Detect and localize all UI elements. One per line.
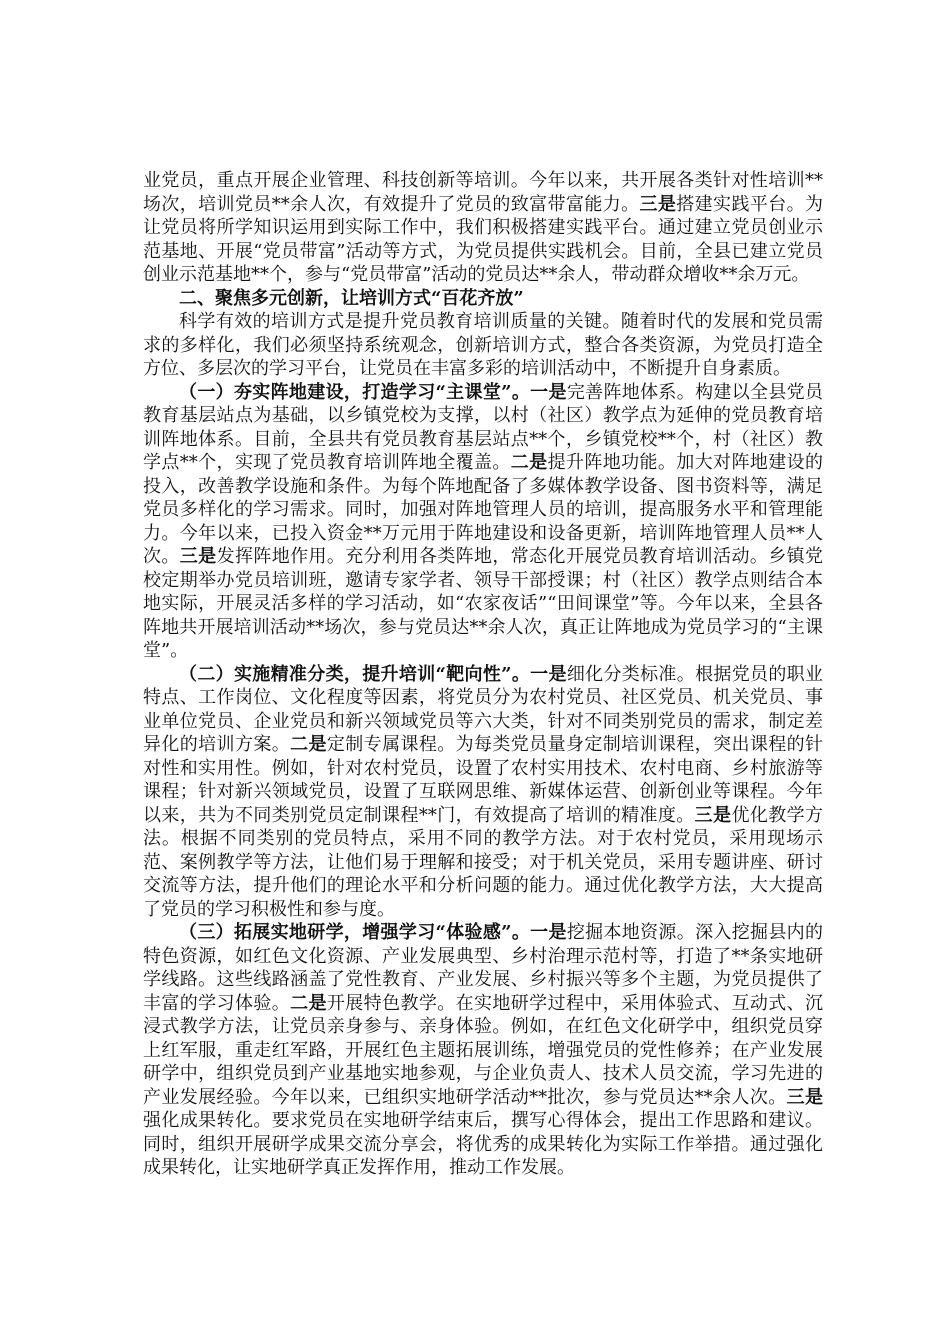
- subsection-paragraph-3: [143, 921, 823, 1180]
- paragraph-text: 完善阵地体系。构建以全县党员教育基层站点为基础，以乡镇党校为支撑，以村（社区）教学点为延伸的党员教育培训阵地体系。目前，全县共有党员教育基层站点**个，乡镇党校**个，村（社区）教学点**个，实现了党员教育培训阵地全覆盖。: [143, 381, 824, 473]
- section-heading: 二、聚焦多元创新，让培训方式“百花齐放”: [179, 287, 524, 309]
- ordinal-marker: 一是: [530, 922, 567, 943]
- paragraph-text: 优化教学方法。根据不同类别的党员特点，采用不同的教学方法。对于农村党员，采用现场示范、案例教学等方法，让他们易于理解和接受；对于机关党员，采用专题讲座、研讨交流等方法，提升他们的理论水平和分析问题的能力。通过优化教学方法，大大提高了党员的学习积极性和参与度。: [143, 804, 824, 920]
- paragraph-text: 业党员，重点开展企业管理、科技创新等培训。今年以来，共开展各类针对性培训**场次，培训党员**余人次，有效提升了党员的致富带富能力。: [143, 170, 823, 215]
- ordinal-marker: 三是: [179, 546, 217, 567]
- section-intro-paragraph: 科学有效的培训方式是提升党员教育培训质量的关键。随着时代的发展和党员需求的多样化，我们必须坚持系统观念，创新培训方式，整合各类资源，为党员打造全方位、多层次的学习平台，让党员在丰富多彩的培训活动中，不断提升自身素质。: [143, 311, 823, 379]
- subsection-heading: （二）实施精准分类，提升培训“靶向性”。: [179, 663, 531, 685]
- ordinal-marker: 二是: [510, 452, 548, 473]
- subsection-heading: （一）夯实阵地建设，打造学习“主课堂”。: [179, 381, 531, 403]
- subsection-paragraph-2: [143, 663, 823, 922]
- ordinal-marker: 二是: [290, 992, 327, 1014]
- ordinal-marker: 一是: [530, 663, 567, 685]
- paragraph-text: 强化成果转化。要求党员在实地研学结束后，撰写心得体会，提出工作思路和建议。同时，组织开展研学成果交流分享会，将优秀的成果转化为实际工作举措。通过强化成果转化，让实地研学真正发挥作用，推动工作发展。: [143, 1110, 823, 1178]
- paragraph-text: 提升阵地功能。加大对阵地建设的投入，改善教学设施和条件。为每个阵地配备了多媒体教学设备、图书资料等，满足党员多样化的学习需求。同时，加强对阵地管理人员的培训，提高服务水平和管理能力。今年以来，已投入资金**万元用于阵地建设和设备更新，培训阵地管理人员**人次。: [143, 452, 824, 567]
- paragraph-text: 发挥阵地作用。充分利用各类阵地，常态化开展党员教育培训活动。乡镇党校定期举办党员培训班，邀请专家学者、领导干部授课；村（社区）教学点则结合本地实际，开展灵活多样的学习活动，如“农家夜话”“田间课堂”等。今年以来，全县各阵地共开展培训活动**场次，参与党员达**余人次，真正让阵地成为党员学习的“主课堂”。: [143, 546, 824, 661]
- ordinal-marker: 三是: [639, 193, 677, 215]
- paragraph-continued: [143, 169, 823, 287]
- ordinal-marker: 三是: [694, 804, 732, 826]
- paragraph-text: 搭建实践平台。为让党员将所学知识运用到实际工作中，我们积极搭建实践平台。通过建立党员创业示范基地、开展“党员带富”活动等方式，为党员提供实践机会。目前，全县已建立党员创业示范基地**个，参与“党员带富”活动的党员达**余人，带动群众增收**余万元。: [143, 193, 824, 285]
- ordinal-marker: 三是: [786, 1086, 823, 1108]
- ordinal-marker: 一是: [530, 381, 567, 403]
- document-page: [143, 169, 823, 1180]
- paragraph-text: 挖掘本地资源。深入挖掘县内的特色资源，如红色文化资源、产业发展典型、乡村治理示范村等，打造了**条实地研学线路。这些线路涵盖了党性教育、产业发展、乡村振兴等多个主题，为党员提供了丰富的学习体验。: [143, 922, 824, 1014]
- subsection-heading: （三）拓展实地研学，增强学习“体验感”。: [179, 922, 531, 943]
- ordinal-marker: 二是: [290, 734, 327, 755]
- paragraph-text: 定制专属课程。为每类党员量身定制培训课程，突出课程的针对性和实用性。例如，针对农村党员，设置了农村实用技术、农村电商、乡村旅游等课程；针对新兴领域党员，设置了互联网思维、新媒体运营、创新创业等课程。今年以来，共为不同类别党员定制课程**门，有效提高了培训的精准度。: [143, 734, 824, 826]
- paragraph-text: 开展特色教学。在实地研学过程中，采用体验式、互动式、沉浸式教学方法，让党员亲身参与、亲身体验。例如，在红色文化研学中，组织党员穿上红军服，重走红军路，开展红色主题拓展训练，增强党员的党性修养；在产业发展研学中，组织党员到产业基地实地参观，与企业负责人、技术人员交流，学习先进的产业发展经验。今年以来，已组织实地研学活动**批次，参与党员达**余人次。: [143, 992, 824, 1108]
- paragraph-text: 细化分类标准。根据党员的职业特点、工作岗位、文化程度等因素，将党员分为农村党员、社区党员、机关党员、事业单位党员、企业党员和新兴领域党员等六大类，针对不同类别党员的需求，制定差异化的培训方案。: [143, 663, 824, 755]
- subsection-paragraph-1: [143, 381, 823, 663]
